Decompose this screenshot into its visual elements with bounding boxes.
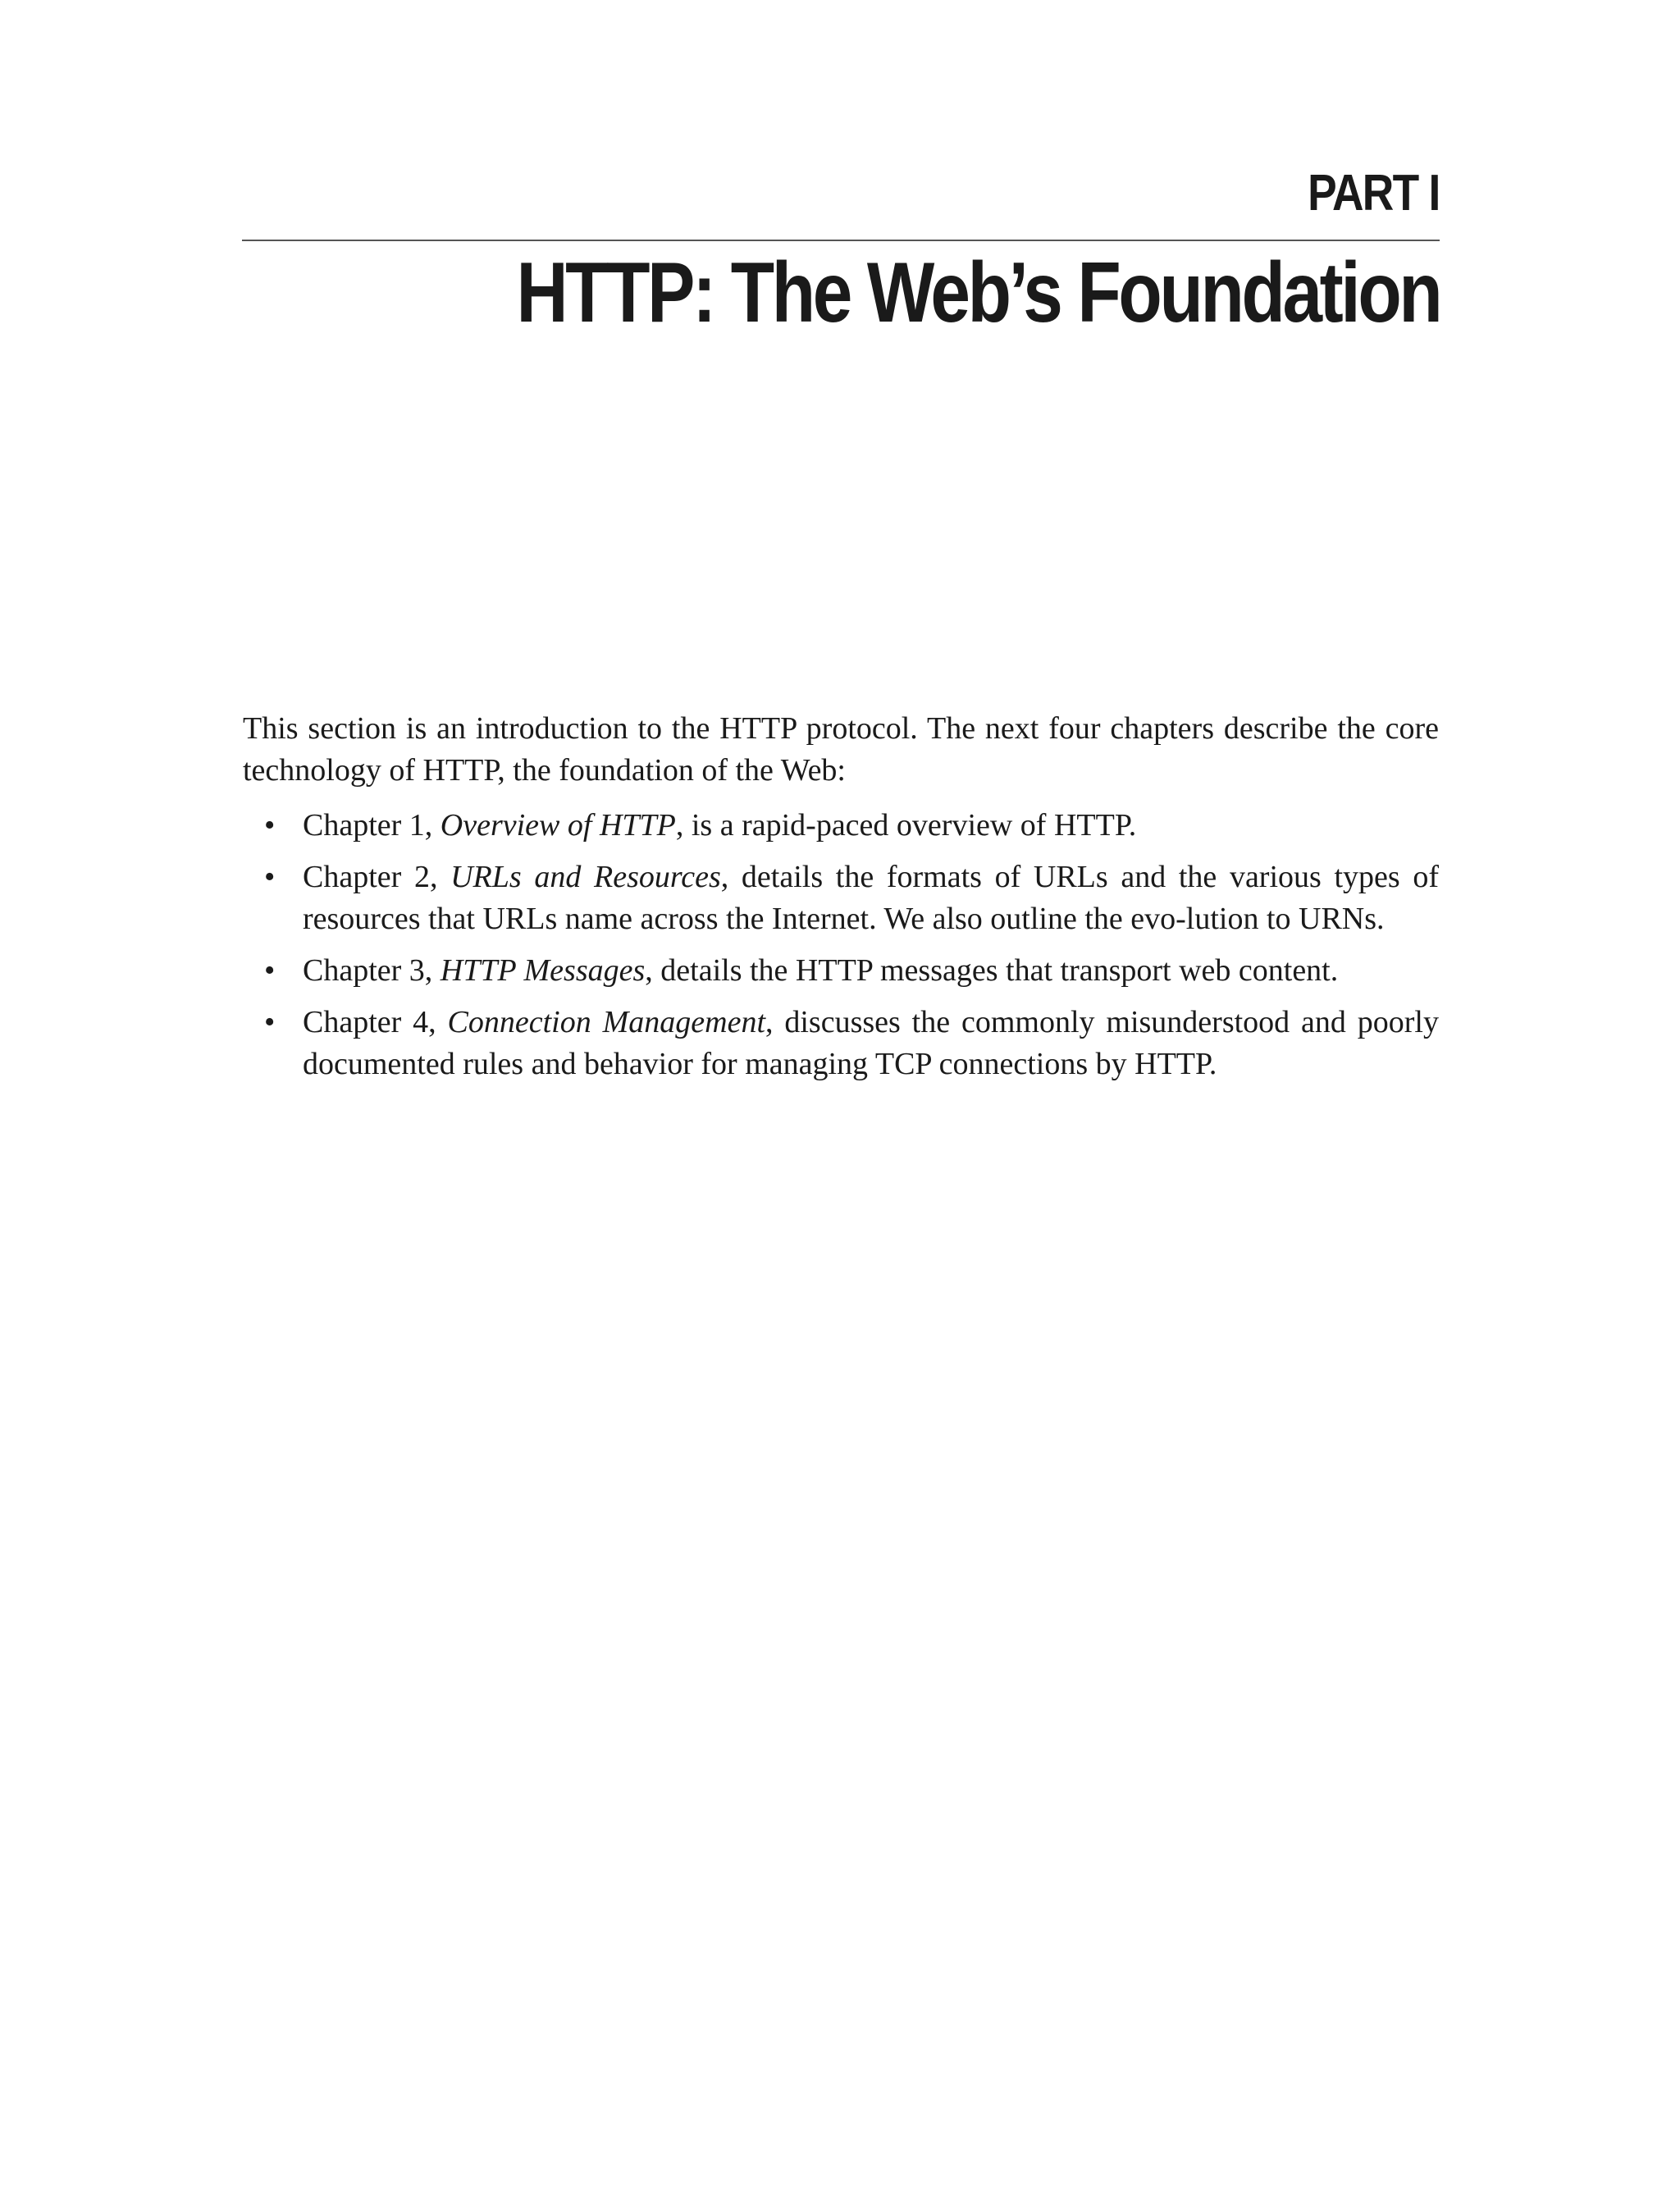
chapter-item-2 — [243, 856, 1439, 940]
intro-paragraph: This section is an introduction to the HTTP protocol. The next four chapters describe the core technology of HTTP, the foundation of the Web: — [243, 711, 1439, 788]
part-label: PART I — [1308, 165, 1440, 222]
chapter-prefix: Chapter 3, — [303, 953, 441, 988]
chapter-description: , details the HTTP messages that transport web content. — [645, 953, 1339, 988]
chapter-item-1 — [243, 805, 1439, 847]
bullet-icon: • — [264, 1005, 276, 1039]
bullet-icon: • — [264, 808, 276, 843]
chapter-title: URLs and Resources — [450, 860, 721, 894]
chapter-title: HTTP Messages — [440, 953, 646, 988]
chapter-item-3 — [243, 950, 1439, 992]
header-rule — [242, 240, 1440, 241]
chapter-description: , is a rapid-paced overview of HTTP. — [675, 808, 1137, 843]
chapter-prefix: Chapter 4, — [303, 1005, 448, 1039]
chapter-title: Connection Management — [447, 1005, 765, 1039]
part-title: HTTP: The Web’s Foundation — [516, 245, 1440, 340]
chapter-prefix: Chapter 2, — [303, 860, 451, 894]
chapter-description: , details the formats of URLs and the various types of resources that URLs name across the Internet. We also outline the evo-lution to URNs. — [303, 860, 1439, 936]
bullet-icon: • — [264, 860, 276, 894]
chapter-title: Overview of HTTP — [440, 808, 676, 843]
body-content — [243, 708, 1439, 1095]
chapter-item-4 — [243, 1002, 1439, 1085]
chapter-description: , discusses the commonly misunderstood and poorly documented rules and behavior for managing TCP connections by HTTP. — [303, 1005, 1439, 1081]
chapter-prefix: Chapter 1, — [303, 808, 441, 843]
bullet-icon: • — [264, 953, 276, 988]
chapter-list — [243, 805, 1439, 1085]
